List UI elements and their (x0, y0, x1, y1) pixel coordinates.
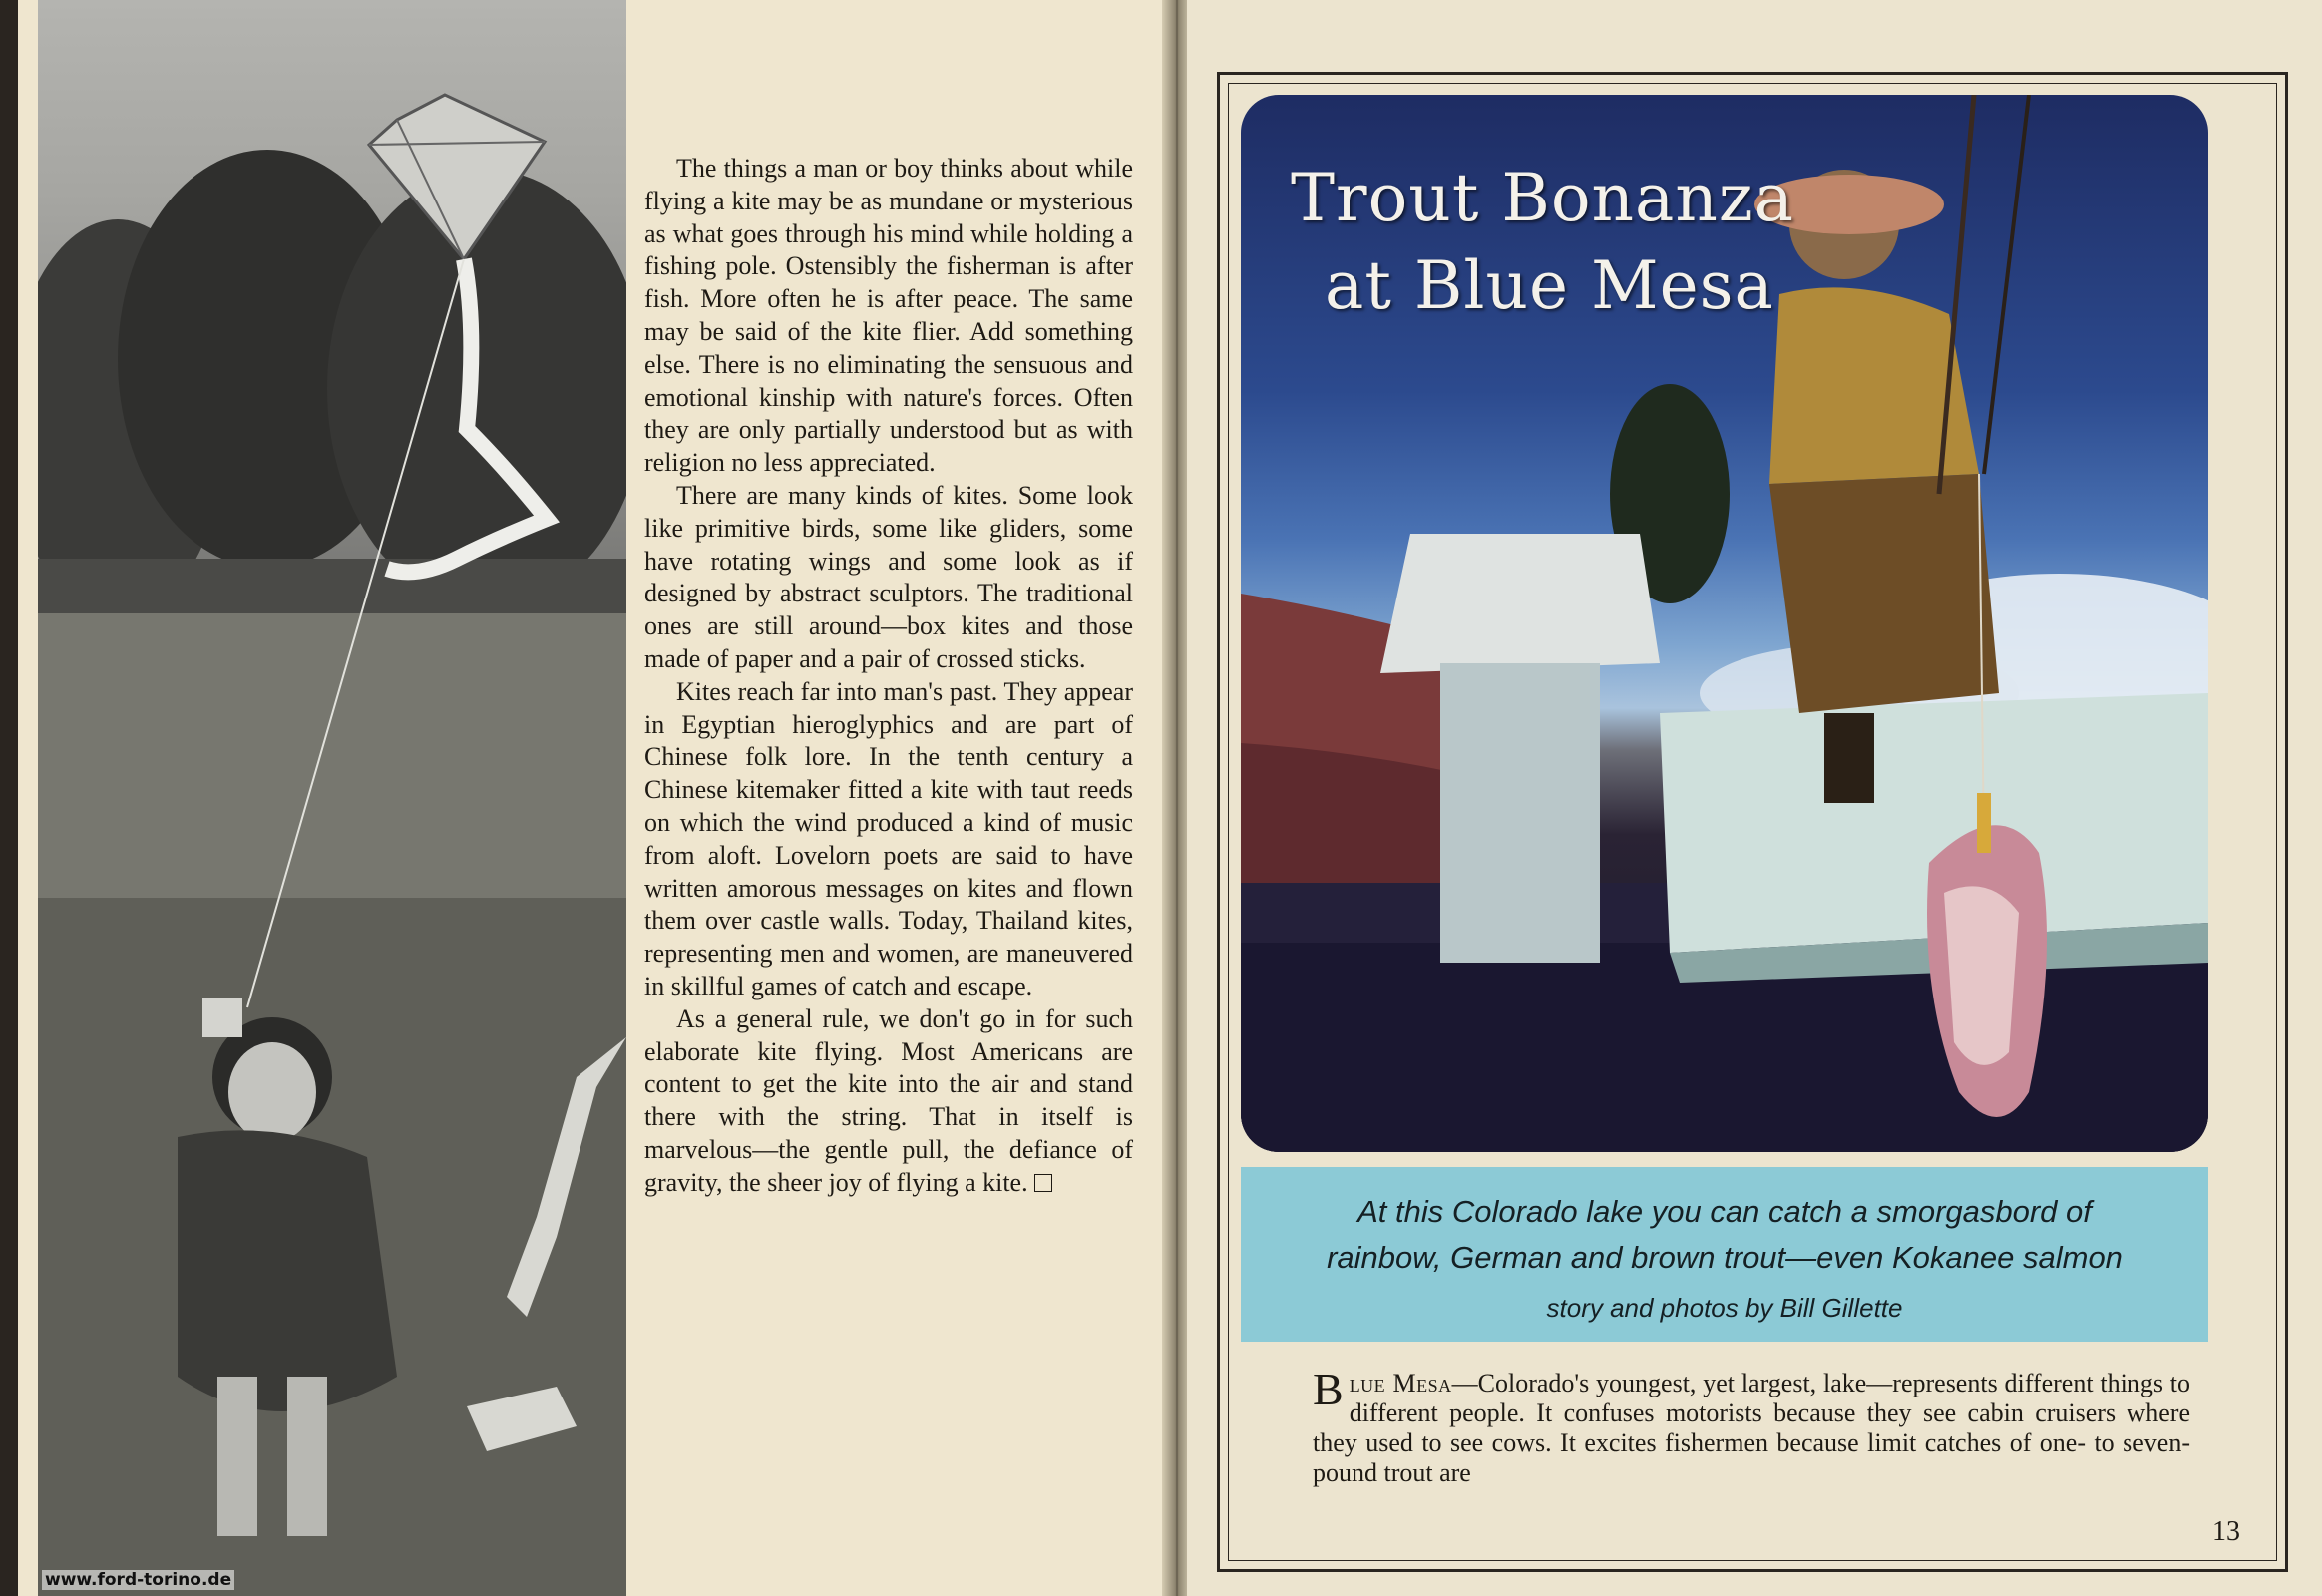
paragraph-text: As a general rule, we don't go in for such elaborate kite flying. Most Americans are content to get the kite into the air and stand there with the string. That in itself is marvelous—the gentle pull, the defiance of gravity, the sheer joy of flying a kite. (644, 1003, 1133, 1197)
paragraph: The things a man or boy thinks about while flying a kite may be as mundane or mysterious as what goes through his mind while holding a fishing pole. Ostensibly the fisherman is after fish. More often he is after peace. The same may be said of the kite flier. Add something else. There is no eliminating the sensuous and emotional kinship with nature's forces. Often they are only partially understood but as with religion no less appreciated. (644, 154, 1133, 478)
end-of-article-icon (1034, 1174, 1052, 1192)
byline: story and photos by Bill Gillette (1546, 1293, 1903, 1323)
kite-photo (38, 0, 626, 1596)
headline (1291, 155, 1794, 330)
left-page (18, 0, 1170, 1596)
kite-photo-illustration (38, 0, 626, 1596)
headline-line-2: at Blue Mesa (1325, 247, 1774, 324)
watermark: www.ford-torino.de (42, 1570, 234, 1590)
fishing-photo (1241, 95, 2208, 1152)
paragraph: There are many kinds of kites. Some look like primitive birds, some like gliders, some have rotating wings and some look as if designed by abstract sculptors. The traditional ones are still around—box kites and those made of paper and a pair of crossed sticks. (644, 480, 1133, 673)
dek (1241, 1189, 2208, 1281)
headline-line-1: Trout Bonanza (1291, 160, 1795, 236)
trout-article-text (1313, 1364, 2190, 1488)
lead-small-caps: lue Mesa (1349, 1369, 1452, 1397)
lead-paragraph-text: —Colorado's youngest, yet largest, lake—represents different things to different people. It confuses motorists because they see cabin cruisers where they used to see cows. It excites fishermen because limit catches of one- to seven-pound trout are (1313, 1369, 2190, 1487)
paragraph-last (644, 1003, 1133, 1200)
paragraph: Kites reach far into man's past. They appear in Egyptian hieroglyphics and are part of Chinese folk lore. In the tenth century a Chinese kitemaker fitted a kite with taut reeds on which the wind produced a kind of music from aloft. Lovelorn poets are said to have written amorous messages on kites and flown them over castle walls. Today, Thailand kites, representing men and women, are maneuvered in skillful games of catch and escape. (644, 676, 1133, 1000)
kite-article-text (644, 153, 1133, 1200)
right-page (1187, 0, 2322, 1596)
dek-line-1: At this Colorado lake you can catch a smorgasbord of (1357, 1194, 2092, 1229)
drop-cap: B (1313, 1364, 1344, 1414)
dek-box (1241, 1167, 2208, 1342)
dek-line-2: rainbow, German and brown trout—even Kokanee salmon (1327, 1240, 2123, 1275)
page-number: 13 (2212, 1516, 2240, 1547)
lead-paragraph (1313, 1364, 2190, 1488)
